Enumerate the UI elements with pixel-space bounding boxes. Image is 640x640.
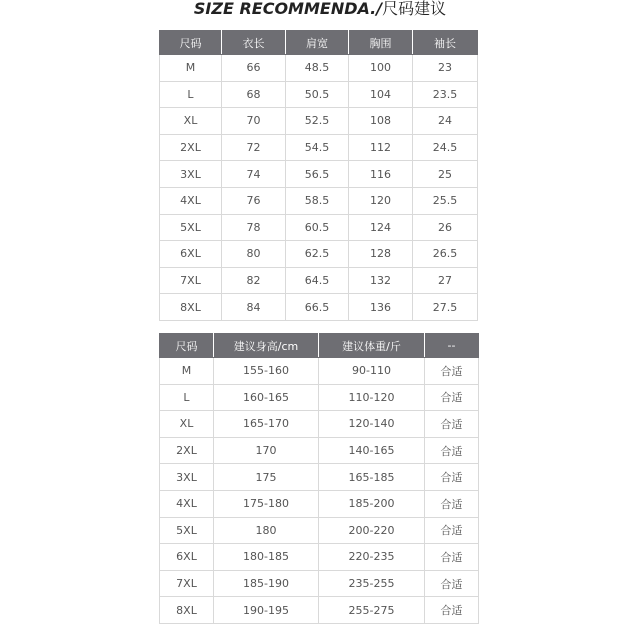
table-cell: 78	[222, 214, 286, 241]
table-cell: 合适	[425, 411, 479, 438]
table-cell: 110-120	[319, 384, 425, 411]
table-cell: L	[160, 384, 214, 411]
table-cell: 90-110	[319, 358, 425, 385]
table-cell: 6XL	[160, 241, 222, 268]
table-cell: 23	[413, 55, 478, 82]
table-cell: 100	[349, 55, 413, 82]
table-cell: 76	[222, 187, 286, 214]
table-cell: 25	[413, 161, 478, 188]
table-cell: 8XL	[160, 597, 214, 624]
table-cell: 合适	[425, 570, 479, 597]
table-cell: 7XL	[160, 570, 214, 597]
table-cell: 7XL	[160, 267, 222, 294]
table-cell: 165-185	[319, 464, 425, 491]
table-cell: 175-180	[214, 490, 319, 517]
table-cell: 82	[222, 267, 286, 294]
table-cell: 48.5	[286, 55, 349, 82]
table-cell: 66	[222, 55, 286, 82]
table-cell: 23.5	[413, 81, 478, 108]
table-cell: 27	[413, 267, 478, 294]
table-row	[160, 55, 478, 82]
table-row	[160, 134, 478, 161]
table-cell: XL	[160, 411, 214, 438]
table-row	[160, 544, 479, 571]
header-fit: --	[425, 334, 479, 358]
header-size: 尺码	[160, 334, 214, 358]
table-cell: 108	[349, 108, 413, 135]
table-cell: 155-160	[214, 358, 319, 385]
table-cell: L	[160, 81, 222, 108]
table-cell: M	[160, 55, 222, 82]
table-cell: 255-275	[319, 597, 425, 624]
table-cell: 165-170	[214, 411, 319, 438]
table-row	[160, 214, 478, 241]
table-cell: 185-190	[214, 570, 319, 597]
table-cell: 54.5	[286, 134, 349, 161]
table-cell: 64.5	[286, 267, 349, 294]
table-cell: 3XL	[160, 161, 222, 188]
table-row	[160, 437, 479, 464]
table-cell: 116	[349, 161, 413, 188]
table-cell: 74	[222, 161, 286, 188]
table-cell: 60.5	[286, 214, 349, 241]
table-cell: 66.5	[286, 294, 349, 321]
table-cell: 70	[222, 108, 286, 135]
table-cell: 62.5	[286, 241, 349, 268]
table-cell: 52.5	[286, 108, 349, 135]
table-cell: 58.5	[286, 187, 349, 214]
table-cell: 104	[349, 81, 413, 108]
title-chinese: 尺码建议	[382, 0, 447, 18]
table-row	[160, 241, 478, 268]
table-row	[160, 187, 478, 214]
header-weight: 建议体重/斤	[319, 334, 425, 358]
table-row	[160, 490, 479, 517]
header-chest: 胸围	[349, 31, 413, 55]
table-cell: 5XL	[160, 517, 214, 544]
table-row	[160, 294, 478, 321]
title-english: SIZE RECOMMENDA./	[193, 0, 383, 18]
header-size: 尺码	[160, 31, 222, 55]
table-row	[160, 570, 479, 597]
table-cell: XL	[160, 108, 222, 135]
size-recommendation-table	[159, 333, 479, 624]
table-cell: 合适	[425, 490, 479, 517]
table-cell: 220-235	[319, 544, 425, 571]
table-cell: 2XL	[160, 437, 214, 464]
table-cell: 5XL	[160, 214, 222, 241]
table-cell: 112	[349, 134, 413, 161]
table-cell: 25.5	[413, 187, 478, 214]
table-cell: 27.5	[413, 294, 478, 321]
table-cell: 200-220	[319, 517, 425, 544]
table-row	[160, 464, 479, 491]
table-cell: 128	[349, 241, 413, 268]
table-cell: 180	[214, 517, 319, 544]
table-header-row	[160, 31, 478, 55]
table-cell: 84	[222, 294, 286, 321]
table-row	[160, 267, 478, 294]
table-cell: 124	[349, 214, 413, 241]
table-row	[160, 597, 479, 624]
table-cell: 120-140	[319, 411, 425, 438]
table-row	[160, 161, 478, 188]
table-cell: 185-200	[319, 490, 425, 517]
table-cell: 175	[214, 464, 319, 491]
table-cell: 2XL	[160, 134, 222, 161]
table-row	[160, 517, 479, 544]
table-cell: 50.5	[286, 81, 349, 108]
table-cell: M	[160, 358, 214, 385]
table-cell: 190-195	[214, 597, 319, 624]
table-cell: 72	[222, 134, 286, 161]
table-cell: 合适	[425, 384, 479, 411]
table-cell: 4XL	[160, 187, 222, 214]
table-cell: 合适	[425, 597, 479, 624]
header-length: 衣长	[222, 31, 286, 55]
table-cell: 235-255	[319, 570, 425, 597]
table-cell: 80	[222, 241, 286, 268]
table-cell: 3XL	[160, 464, 214, 491]
table-cell: 8XL	[160, 294, 222, 321]
table-cell: 180-185	[214, 544, 319, 571]
table-cell: 6XL	[160, 544, 214, 571]
page-title	[0, 0, 640, 22]
table-row	[160, 81, 478, 108]
table-row	[160, 384, 479, 411]
table-row	[160, 358, 479, 385]
table-cell: 合适	[425, 358, 479, 385]
table-cell: 120	[349, 187, 413, 214]
table-cell: 24	[413, 108, 478, 135]
table-header-row	[160, 334, 479, 358]
table-row	[160, 108, 478, 135]
table-cell: 24.5	[413, 134, 478, 161]
table-cell: 136	[349, 294, 413, 321]
table-cell: 4XL	[160, 490, 214, 517]
header-height: 建议身高/cm	[214, 334, 319, 358]
header-shoulder: 肩宽	[286, 31, 349, 55]
table-cell: 合适	[425, 544, 479, 571]
table-cell: 132	[349, 267, 413, 294]
table-cell: 合适	[425, 517, 479, 544]
table-row	[160, 411, 479, 438]
table-cell: 合适	[425, 437, 479, 464]
table-cell: 合适	[425, 464, 479, 491]
table-cell: 26	[413, 214, 478, 241]
table-cell: 140-165	[319, 437, 425, 464]
table-cell: 170	[214, 437, 319, 464]
table-cell: 160-165	[214, 384, 319, 411]
table-cell: 68	[222, 81, 286, 108]
table-cell: 56.5	[286, 161, 349, 188]
header-sleeve: 袖长	[413, 31, 478, 55]
size-measurement-table	[159, 30, 478, 321]
table-cell: 26.5	[413, 241, 478, 268]
